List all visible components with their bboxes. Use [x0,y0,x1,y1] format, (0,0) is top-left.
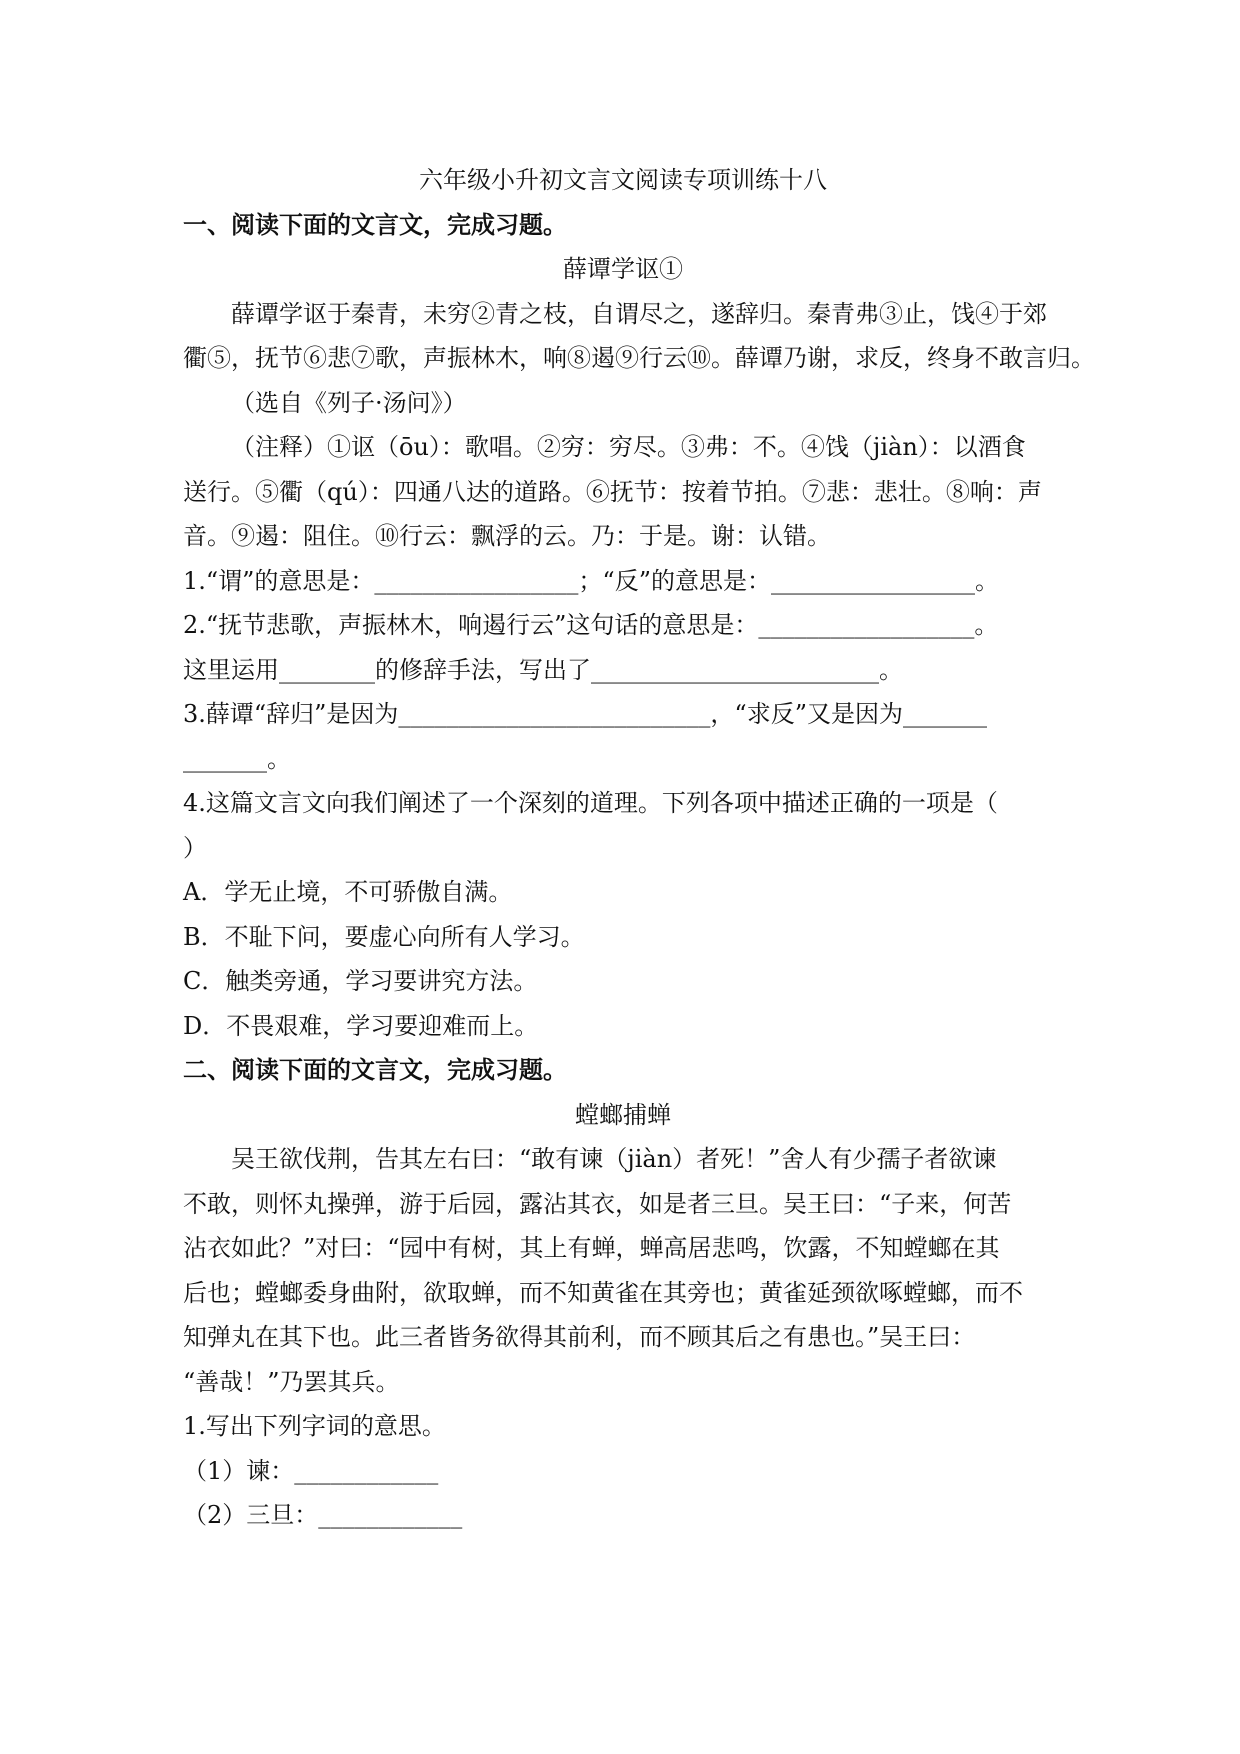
question-4: 4.这篇文言文向我们阐述了一个深刻的道理。下列各项中描述正确的一项是（ [183,789,998,817]
section2-passage-line: 后也；螳螂委身曲附，欲取蝉，而不知黄雀在其旁也；黄雀延颈欲啄螳螂，而不 [183,1278,1023,1307]
document-title: 六年级小升初文言文阅读专项训练十八 [419,166,827,194]
document-page [183,158,1095,1538]
section2-passage-line: 沾衣如此？”对曰：“园中有树，其上有蝉，蝉高居悲鸣，饮露，不知螳螂在其 [183,1234,1000,1262]
question-4-continued: ） [183,833,207,862]
section2-passage-title: 螳螂捕蝉 [575,1100,671,1129]
question-2: 2.“抚节悲歌，声振林木，响遏行云”这句话的意思是：__________________。 [183,611,999,639]
section1-notes-line: （注释）①讴（ōu）：歌唱。②穷：穷尽。③弗：不。④饯（jiàn）：以酒食 [231,433,1026,461]
section2-question-1-item: （1）谏：____________ [183,1456,439,1485]
section1-passage-line: 薛谭学讴于秦青，未穷②青之枝，自谓尽之，遂辞归。秦青弗③止，饯④于郊 [231,299,1047,328]
section2-question-1: 1.写出下列字词的意思。 [183,1412,446,1440]
section2-passage-line: 知弹丸在其下也。此三者皆务欲得其前利，而不顾其后之有患也。”吴王曰： [183,1323,976,1351]
section1-heading: 一、阅读下面的文言文，完成习题。 [183,210,567,239]
section2-passage-line: “善哉！”乃罢其兵。 [183,1367,400,1396]
section1-passage-title: 薛谭学讴① [563,255,683,283]
section1-notes-line: 送行。⑤衢（qú）：四通八达的道路。⑥抚节：按着节拍。⑦悲：悲壮。⑧响：声 [183,477,1042,506]
section2-passage-line: 吴王欲伐荆，告其左右曰：“敢有谏（jiàn）者死！”舍人有少孺子者欲谏 [231,1145,997,1173]
option-d: D．不畏艰难，学习要迎难而上。 [183,1011,539,1040]
section2-passage-line: 不敢，则怀丸操弹，游于后园，露沾其衣，如是者三旦。吴王曰：“子来，何苦 [183,1189,1012,1218]
question-2-continued: 这里运用________的修辞手法，写出了________________________。 [183,655,903,684]
option-c: C．触类旁通，学习要讲究方法。 [183,967,538,995]
section1-passage-line: 衢⑤，抚节⑥悲⑦歌，声振林木，响⑧遏⑨行云⑩。薛谭乃谢，求反，终身不敢言归。 [183,344,1095,372]
section2-heading: 二、阅读下面的文言文，完成习题。 [183,1056,567,1084]
question-3-continued: _______。 [183,744,291,773]
section2-question-1-item: （2）三旦：____________ [183,1501,463,1529]
section1-notes-line: 音。⑨遏：阻住。⑩行云：飘浮的云。乃：于是。谢：认错。 [183,522,831,550]
section1-source: （选自《列子·汤问》） [231,388,467,417]
question-1: 1.“谓”的意思是：_________________；“反”的意思是：_________________。 [183,566,999,595]
option-a: A．学无止境，不可骄傲自满。 [183,878,513,906]
option-b: B．不耻下问，要虚心向所有人学习。 [183,922,585,951]
question-3: 3.薛谭“辞归”是因为__________________________，“求反”又是因为_______ [183,700,987,728]
